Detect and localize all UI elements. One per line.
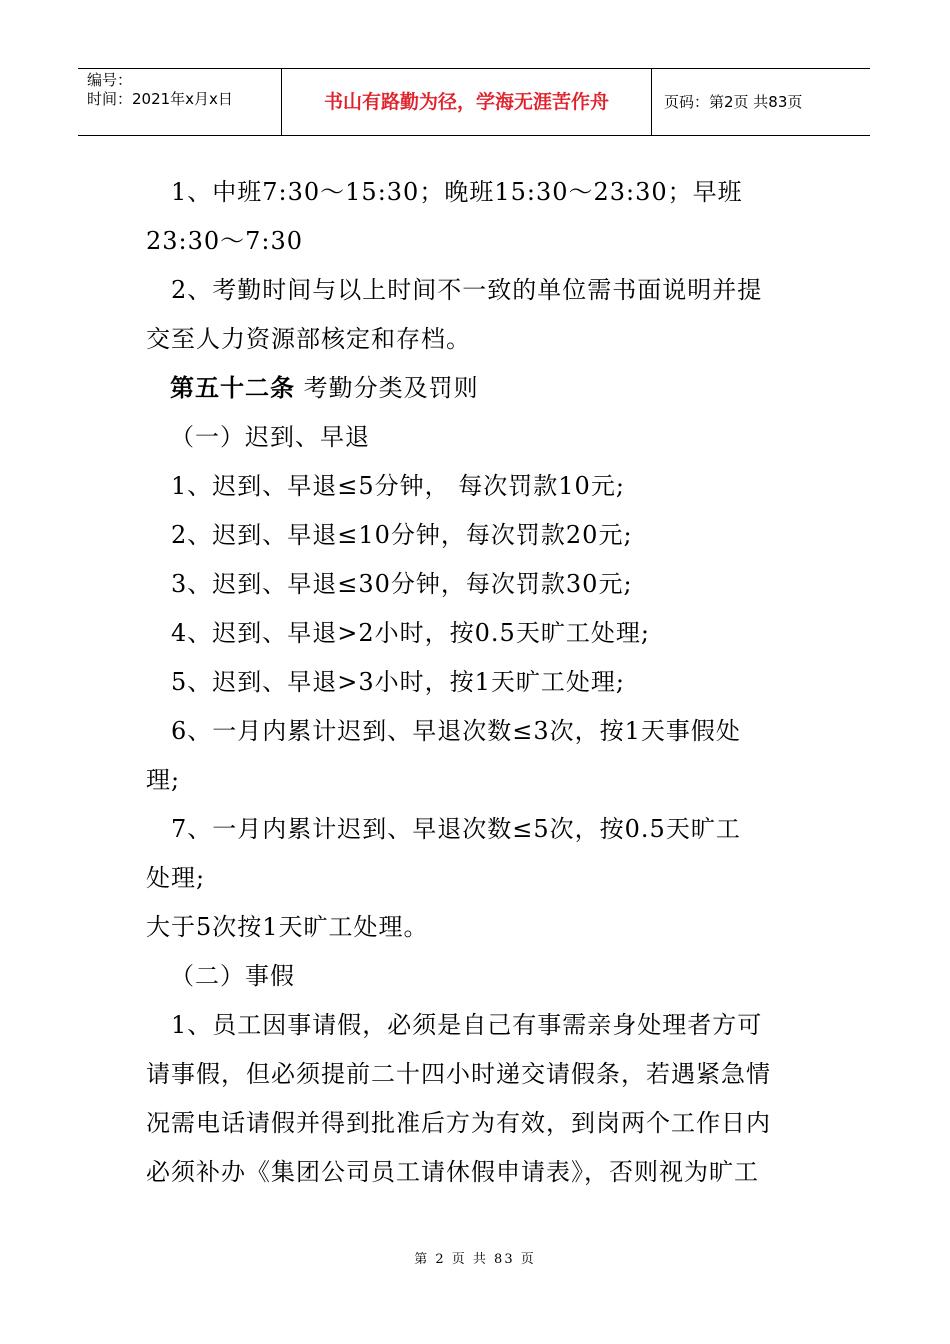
body-line: 请事假，但必须提前二十四小时递交请假条，若遇紧急情: [146, 1060, 771, 1088]
body-line: 必须补办《集团公司员工请休假申请表》，否则视为旷工: [146, 1158, 759, 1186]
section-heading: （二）事假: [170, 962, 295, 990]
header-table: [78, 68, 870, 136]
body-line: 理;: [146, 766, 181, 794]
body-line: 2、考勤时间与以上时间不一致的单位需书面说明并提: [146, 276, 763, 304]
doc-number-label: 编号：: [87, 71, 133, 89]
body-line: 1、中班7:30～15:30；晚班15:30～23:30；早班: [146, 178, 743, 206]
body-line: 1、员工因事请假，必须是自己有事需亲身处理者方可: [146, 1011, 763, 1039]
doc-date-label: 时间：2021年x月x日: [87, 90, 233, 108]
header-motto: 书山有路勤为径，学海无涯苦作舟: [282, 69, 652, 135]
body-line: 6、一月内累计迟到、早退次数≤3次，按1天事假处: [146, 717, 741, 745]
header-page-info: 页码：第2页 共83页: [664, 93, 803, 111]
article-subtitle: 考勤分类及罚则: [295, 374, 479, 402]
body-line: 7、一月内累计迟到、早退次数≤5次，按0.5天旷工: [146, 815, 741, 843]
article-heading: [170, 368, 479, 403]
body-line: 5、迟到、早退>3小时，按1天旷工处理;: [146, 668, 626, 696]
body-line: 4、迟到、早退>2小时，按0.5天旷工处理;: [146, 619, 650, 647]
body-line: 大于5次按1天旷工处理。: [146, 913, 429, 941]
section-heading: （一）迟到、早退: [170, 423, 370, 451]
body-line: 交至人力资源部核定和存档。: [146, 325, 471, 353]
header-left-cell: [78, 69, 282, 135]
body-line: 3、迟到、早退≤30分钟，每次罚款30元;: [146, 570, 633, 598]
body-line: 处理;: [146, 864, 206, 892]
body-line: 23:30～7:30: [146, 227, 304, 255]
body-line: 1、迟到、早退≤5分钟， 每次罚款10元;: [146, 472, 625, 500]
body-line: 况需电话请假并得到批准后方为有效，到岗两个工作日内: [146, 1109, 771, 1137]
body-line: 2、迟到、早退≤10分钟，每次罚款20元;: [146, 521, 633, 549]
article-title: 第五十二条: [170, 374, 295, 402]
page-footer: 第 2 页 共 83 页: [414, 1252, 536, 1267]
